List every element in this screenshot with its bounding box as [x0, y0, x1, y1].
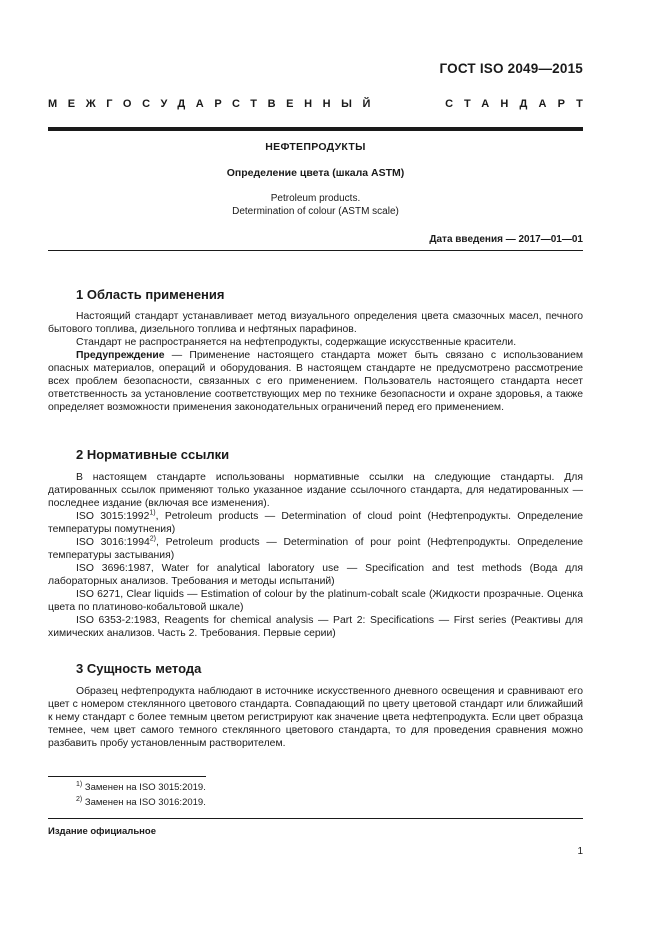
reference-item: ISO 3696:1987, Water for analytical laboratory use — Specification and test methods (Вода для лабораторных анализов. Требования и методы испытаний)	[48, 563, 583, 587]
edition-label: Издание официальное	[48, 826, 156, 837]
footnote-ref: 2)	[149, 535, 156, 543]
reference-code: ISO 3016:1994	[76, 537, 150, 548]
banner-word-standard: СТАНДАРТ	[445, 98, 594, 110]
section-2-body	[48, 471, 583, 640]
section-3-body	[48, 685, 583, 750]
reference-text: , Petroleum products — Determination of cloud point (Нефтепродукты. Определение температуры помутнения)	[48, 511, 583, 535]
footnotes	[76, 780, 206, 810]
banner-word-interstate: МЕЖГОСУДАРСТВЕННЫЙ	[48, 98, 382, 110]
footnote-1	[76, 780, 206, 795]
reference-text: , Petroleum products — Determination of pour point (Нефтепродукты. Определение температуры застывания)	[48, 537, 583, 561]
footnote-ref: 1)	[149, 509, 156, 517]
section-1-paragraph-1: Настоящий стандарт устанавливает метод визуального определения цвета смазочных масел, печного бытового топлива, дизельного топлива и нефтяных парафинов.	[48, 311, 583, 335]
document-subtitle: Определение цвета (шкала ASTM)	[226, 167, 405, 179]
footnote-2	[76, 795, 206, 810]
reference-item: ISO 6271, Clear liquids — Estimation of colour by the platinum-cobalt scale (Жидкости прозрачные. Оценка цвета по платиново-кобальтовой шкале)	[48, 589, 583, 613]
footnote-rule	[48, 776, 206, 777]
english-title-line2: Determination of colour (ASTM scale)	[232, 206, 399, 217]
section-2-heading: 2 Нормативные ссылки	[76, 447, 230, 462]
section-1-warning	[48, 349, 583, 414]
edition-rule	[48, 818, 583, 819]
section-1-heading: 1 Область применения	[76, 287, 225, 302]
warning-label: Предупреждение	[76, 350, 165, 361]
introduction-date: Дата введения — 2017—01—01	[429, 234, 583, 245]
standard-code: ГОСТ ISO 2049—2015	[439, 61, 583, 76]
reference-item	[48, 536, 583, 562]
english-title-line1: Petroleum products.	[270, 193, 361, 204]
footnote-text: Заменен на ISO 3015:2019.	[82, 782, 206, 793]
section-1-paragraph-2: Стандарт не распространяется на нефтепродукты, содержащие искусственные красители.	[76, 337, 517, 348]
reference-code: ISO 3015:1992	[76, 511, 150, 522]
header-rule	[48, 127, 583, 131]
footnote-mark: 1)	[76, 780, 83, 788]
reference-item: ISO 6353-2:1983, Reagents for chemical analysis — Part 2: Specifications — First series (Реактивы для химических анализов. Часть 2. Требования. Первые серии)	[48, 615, 583, 639]
reference-item	[48, 510, 583, 536]
page-number: 1	[577, 846, 583, 857]
warning-text: — Применение настоящего стандарта может быть связано с использованием опасных материалов, операций и оборудования. В настоящем стандарте не предусмотрено рассмотрение всех проблем безопасности, связанных с его применением. Пользователь настоящего стандарта несет ответственность за установление соответствующих мер по технике безопасности и охране здоровья, а также определяет возможности применения законодательных ограничений перед его применением.	[48, 350, 583, 413]
english-title	[48, 192, 583, 218]
section-1-body	[48, 310, 583, 414]
section-3-heading: 3 Сущность метода	[76, 661, 202, 676]
section-3-paragraph-1: Образец нефтепродукта наблюдают в источнике искусственного дневного освещения и сравнивают его цвет с номером стеклянного цветового стандарта. Совпадающий по цвету цветовой стандарт или ближайший к нему стандарт с более темным цветом регистрируют как значение цвета нефтепродукта. Если цвет образца темнее, чем цвет самого темного стеклянного цветового стандарта, то для проведения сравнения можно разбавить пробу установленным растворителем.	[48, 686, 583, 749]
footnote-mark: 2)	[76, 795, 83, 803]
date-rule	[48, 250, 583, 251]
standard-banner	[48, 98, 594, 110]
footnote-text: Заменен на ISO 3016:2019.	[82, 797, 206, 808]
document-title: НЕФТЕПРОДУКТЫ	[265, 141, 366, 153]
section-2-intro: В настоящем стандарте использованы нормативные ссылки на следующие стандарты. Для датированных ссылок применяют только указанное издание ссылочного стандарта, для недатированных — последнее издание (включая все изменения).	[48, 472, 583, 509]
